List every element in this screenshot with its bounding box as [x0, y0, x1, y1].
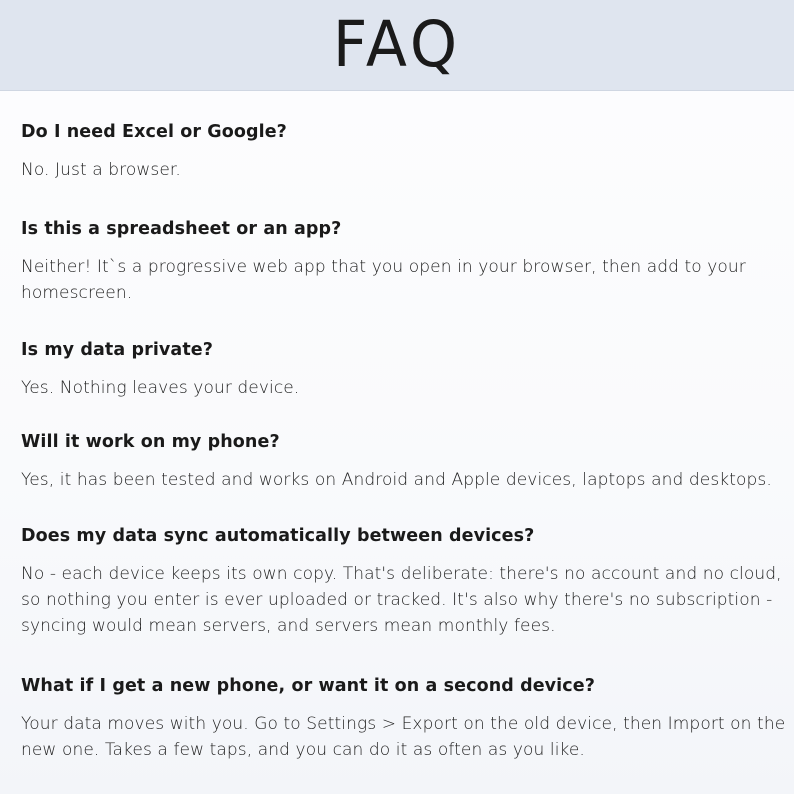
faq-answer: Yes, it has been tested and works on Android and Apple devices, laptops and desktops. — [21, 470, 772, 490]
faq-item-new-phone — [21, 674, 786, 763]
faq-item-sync — [21, 524, 786, 639]
page-title: FAQ — [332, 8, 462, 82]
faq-item-privacy — [21, 338, 299, 401]
faq-question: Does my data sync automatically between devices? — [21, 526, 535, 546]
faq-question: Is this a spreadsheet or an app? — [21, 219, 342, 239]
faq-answer: Neither! It`s a progressive web app that you open in your browser, then add to your homescreen. — [21, 257, 746, 303]
faq-answer: Yes. Nothing leaves your device. — [21, 378, 300, 398]
faq-item-excel — [21, 120, 287, 183]
faq-question: Is my data private? — [21, 340, 214, 360]
faq-answer: No - each device keeps its own copy. That's deliberate: there's no account and no cloud, so nothing you enter is ever uploaded or tracked. It's also why there's no subscription - syncing would mean servers, and servers mean monthly fees. — [21, 564, 782, 636]
header-banner — [0, 0, 794, 91]
faq-question: Do I need Excel or Google? — [21, 122, 287, 142]
faq-question: Will it work on my phone? — [21, 432, 280, 452]
faq-question: What if I get a new phone, or want it on a second device? — [21, 676, 595, 696]
faq-item-spreadsheet — [21, 217, 786, 306]
faq-answer: Your data moves with you. Go to Settings > Export on the old device, then Import on the new one. Takes a few taps, and you can do it as often as you like. — [21, 714, 786, 760]
faq-item-phone — [21, 430, 772, 493]
faq-answer: No. Just a browser. — [21, 160, 181, 180]
